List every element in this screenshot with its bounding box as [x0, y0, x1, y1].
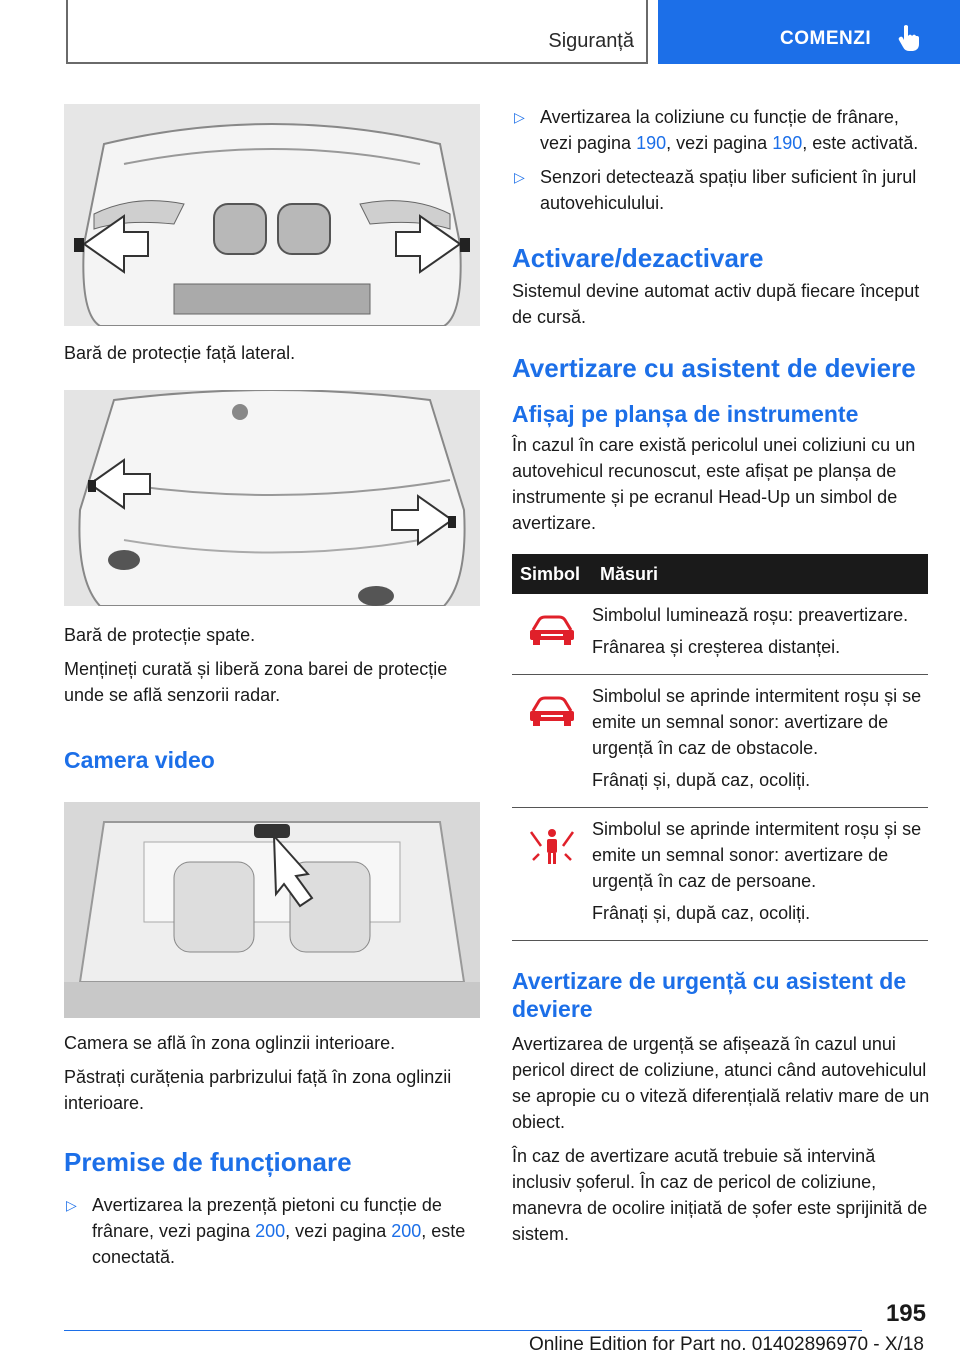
car-warning-icon [527, 612, 577, 646]
windshield-note: Păstrați curățenia parbrizului față în zona oglinzii interioare. [64, 1067, 452, 1113]
camera-caption: Camera se află în zona oglinzii interioare. [64, 1033, 396, 1053]
activation-heading: Activare/dezactivare [512, 243, 764, 273]
emergency-heading: Avertizare de urgență cu asistent de deviere [512, 968, 907, 1022]
rear-bumper-figure [64, 390, 480, 606]
page-link-190b[interactable]: 190 [772, 133, 803, 153]
row2-text: Simbolul se aprinde intermitent roșu și se emite un semnal sonor: avertizare de urgență în caz de obstacole. [592, 686, 922, 758]
rear-bumper-image [64, 390, 480, 606]
evasion-heading: Avertizare cu asistent de deviere [512, 353, 916, 383]
page-link-190a[interactable]: 190 [636, 133, 667, 153]
row1-action: Frânarea și creșterea distanței. [592, 637, 841, 657]
bullet-collision-warning: ▷ Avertizarea la coliziune cu funcție de frânare, vezi pagina 190, vezi pagina 190, este activată. [512, 104, 930, 156]
car-warning-icon [527, 693, 577, 727]
footer-divider [64, 1330, 862, 1331]
prerequisites-heading: Premise de funcționare [64, 1147, 352, 1177]
commands-label: COMENZI [780, 28, 872, 49]
page-link-200b[interactable]: 200 [391, 1221, 422, 1241]
hand-pointer-icon [898, 24, 920, 52]
bullet-triangle-icon: ▷ [514, 169, 525, 185]
table-row [512, 675, 928, 808]
bullet-triangle-icon: ▷ [514, 109, 525, 125]
commands-tab[interactable] [658, 0, 960, 64]
front-bumper-figure [64, 104, 480, 326]
table-row [512, 808, 928, 941]
row3-text: Simbolul se aprinde intermitent roșu și se emite un semnal sonor: avertizare de urgență în caz de persoane. [592, 819, 922, 891]
cluster-display-text: În cazul în care există pericolul unei coliziuni cu un autovehicul recunoscut, este afișat pe planșa de instrumente și pe ecranul Head-Up un simbol de avertizare. [512, 435, 916, 533]
activation-text: Sistemul devine automat activ după fiecare început de cursă. [512, 281, 920, 327]
pedestrian-warning-icon [527, 826, 577, 866]
section-label: Siguranță [548, 30, 634, 52]
symbol-table [512, 554, 928, 941]
right-column [512, 104, 930, 1247]
section-tab[interactable] [66, 0, 648, 64]
bullet-free-space: ▷ Senzori detectează spațiu liber suficient în jurul autovehiculului. [512, 164, 930, 216]
camera-figure [64, 802, 480, 1018]
left-column [64, 104, 482, 1270]
page-number: 195 [885, 1300, 926, 1327]
rear-bumper-caption: Bară de protecție spate. [64, 625, 256, 645]
cluster-display-heading: Afișaj pe planșa de instrumente [512, 401, 859, 427]
edition-footer: Online Edition for Part no. 01402896970 - X/18 [528, 1334, 924, 1355]
front-bumper-image [64, 104, 480, 326]
col-header-measures: Măsuri [592, 554, 928, 594]
bullet-triangle-icon: ▷ [66, 1197, 77, 1213]
row3-action: Frânați și, după caz, ocoliți. [592, 903, 811, 923]
camera-image [64, 802, 480, 1018]
bullet-pedestrian-warning: ▷ Avertizarea la prezență pietoni cu funcție de frânare, vezi pagina 200, vezi pagina 200, este conectată. [64, 1192, 482, 1270]
table-row [512, 594, 928, 675]
emergency-text-1: Avertizarea de urgență se afișează în cazul unui pericol direct de coliziune, atunci când autovehiculul se apropie cu o viteză diferențială relativ mare de un obiect. [512, 1034, 930, 1132]
front-bumper-caption: Bară de protecție față lateral. [64, 343, 296, 363]
radar-sensor-note: Mențineți curată și liberă zona barei de protecție unde se află senzorii radar. [64, 659, 448, 705]
camera-heading: Camera video [64, 747, 215, 773]
page-link-200a[interactable]: 200 [255, 1221, 286, 1241]
col-header-symbol: Simbol [512, 554, 592, 594]
row2-action: Frânați și, după caz, ocoliți. [592, 770, 811, 790]
row1-text: Simbolul luminează roșu: preavertizare. [592, 605, 909, 625]
emergency-text-2: În caz de avertizare acută trebuie să intervină inclusiv șoferul. În caz de pericol de coliziune, manevra de ocolire inițiată de șofer este sprijinită de sistem. [512, 1146, 928, 1244]
